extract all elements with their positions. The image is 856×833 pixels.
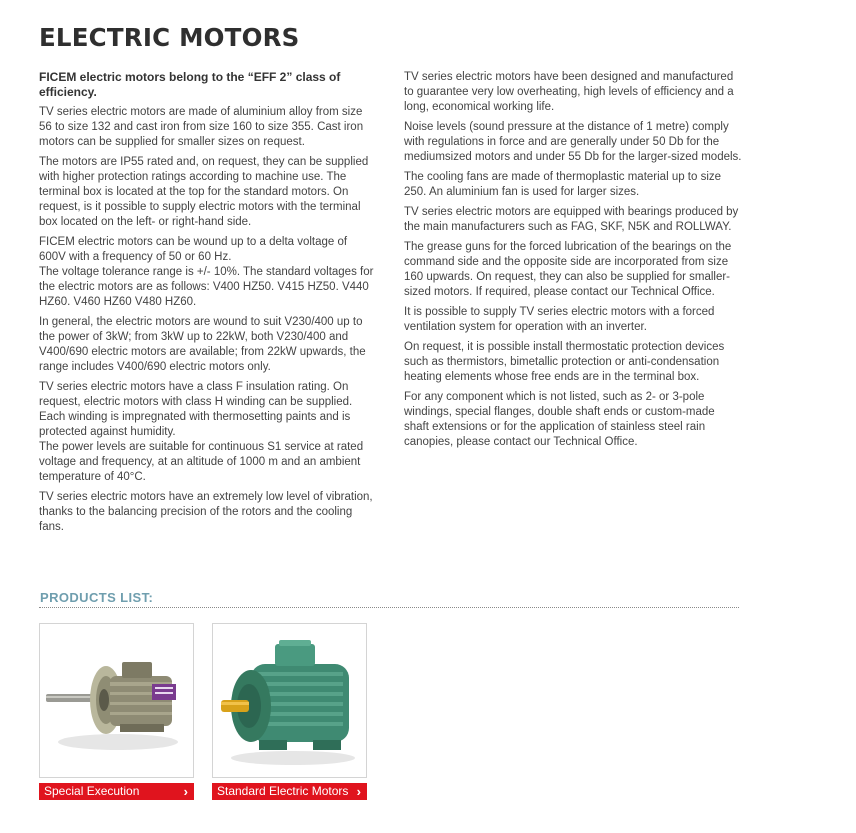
- products-list-title: PRODUCTS LIST:: [40, 590, 154, 605]
- paragraph-thermal-protection: On request, it is possible install thermostatic protection devices such as thermistors, bimetallic protection or anti-condensation heating elements whose free ends are in the terminal box.: [404, 341, 725, 383]
- product-link-standard-electric-motors[interactable]: [212, 783, 367, 800]
- product-label-standard-electric-motors: Standard Electric Motors: [217, 784, 349, 798]
- product-card-standard-electric-motors[interactable]: [212, 623, 367, 800]
- paragraph-power-levels: The power levels are suitable for continuous S1 service at rated voltage and frequency, at an altitude of 1000 m and an ambient temperature of 40°C.: [39, 441, 364, 483]
- intro-statement: FICEM electric motors belong to the “EFF 2” class of efficiency.: [39, 70, 341, 99]
- left-text-column: [39, 70, 377, 540]
- paragraph-voltage-tolerance: The voltage tolerance range is +/- 10%. The standard voltages for the electric motors are as follows: V400 HZ50. V415 HZ50. V440 HZ60. V460 HZ60 V480 HZ60.: [39, 266, 374, 308]
- right-text-column: [404, 70, 742, 455]
- paragraph-noise: Noise levels (sound pressure at the distance of 1 metre) comply with regulations in force and are generally under 50 Db for the mediumsized motors and under 55 Db for the larger-sized models.: [404, 121, 742, 163]
- paragraph-insulation: TV series electric motors have a class F insulation rating. On request, electric motors with class H winding can be supplied. Each winding is impregnated with thermosetting paints and is protected against humidity.: [39, 381, 353, 438]
- paragraph-protection: The motors are IP55 rated and, on request, they can be supplied with higher protection ratings according to machine use. The terminal box is located at the top for the standard motors. On request, is it possible to supply electric motors with the terminal box located on the left- or right-hand side.: [39, 156, 369, 228]
- paragraph-custom-components: For any component which is not listed, such as 2- or 3-pole windings, special flanges, double shaft ends or custom-made shaft extensions or for the application of stainless steel rain canopies, please contact our Technical Office.: [404, 391, 715, 448]
- paragraph-ventilation: It is possible to supply TV series electric motors with a forced ventilation system for operation with an inverter.: [404, 306, 715, 333]
- product-label-special-execution: Special Execution: [44, 784, 140, 798]
- paragraph-bearings: TV series electric motors are equipped with bearings produced by the main manufacturers such as FAG, SKF, N5K and ROLLWAY.: [404, 206, 739, 233]
- paragraph-windings: In general, the electric motors are wound to suit V230/400 up to the power of 3kW; from 3kW up to 22kW, both V230/400 and V400/690 electric motors are available; from 22kW upwards, the range includes V400/690 electric motors only.: [39, 316, 366, 373]
- products-list-header: [39, 590, 739, 608]
- chevron-right-icon: ›: [356, 784, 361, 799]
- page-title: ELECTRIC MOTORS: [39, 23, 300, 52]
- product-image-standard-electric-motors[interactable]: [212, 623, 367, 778]
- product-link-special-execution[interactable]: [39, 783, 194, 800]
- paragraph-vibration: TV series electric motors have an extremely low level of vibration, thanks to the balancing precision of the rotors and the cooling fans.: [39, 491, 373, 533]
- product-card-special-execution[interactable]: [39, 623, 194, 800]
- paragraph-lubrication: The grease guns for the forced lubrication of the bearings on the command side and the opposite side are incorporated from size 160 upwards. On request, they can also be supplied for smaller-sized motors. If required, please contact our Technical Office.: [404, 241, 732, 298]
- product-image-special-execution[interactable]: [39, 623, 194, 778]
- paragraph-voltage: FICEM electric motors can be wound up to a delta voltage of 600V with a frequency of 50 or 60 Hz.: [39, 236, 348, 263]
- paragraph-cooling-fans: The cooling fans are made of thermoplastic material up to size 250. An aluminium fan is used for larger sizes.: [404, 171, 722, 198]
- chevron-right-icon: ›: [183, 784, 188, 799]
- paragraph-materials: TV series electric motors are made of aluminium alloy from size 56 to size 132 and cast iron from size 160 to size 355. Cast iron motors can be supplied for smaller sizes on request.: [39, 106, 364, 148]
- paragraph-design: TV series electric motors have been designed and manufactured to guarantee very low overheating, high levels of efficiency and a long, economical working life.: [404, 71, 734, 113]
